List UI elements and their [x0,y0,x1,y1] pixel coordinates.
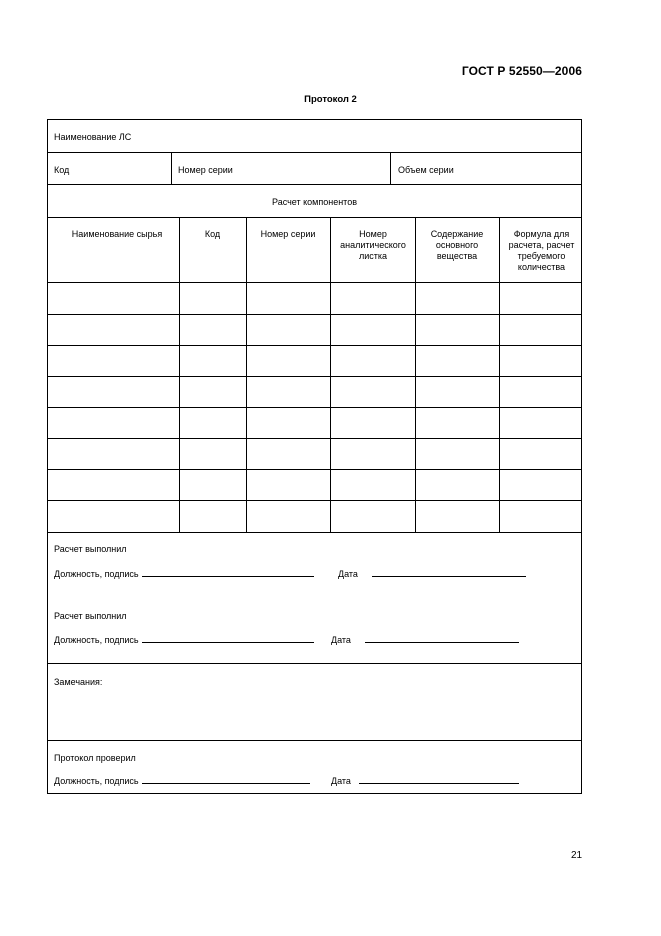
section-title: Расчет компонентов [272,197,357,207]
row-divider [48,152,581,153]
table-column-divider [179,217,180,532]
signature-block-title: Расчет выполнил [54,544,127,554]
column-header-main-substance: Содержание основного вещества [430,229,484,261]
column-divider [171,152,172,184]
date-field[interactable] [372,567,526,577]
signature-field[interactable] [142,567,314,577]
position-signature-label: Должность, подпись [54,569,139,579]
signature-line [54,567,314,580]
table-row [48,532,581,533]
table-row [48,314,581,315]
table-column-divider [330,217,331,532]
signature-line [54,774,310,787]
series-number-label: Номер серии [178,165,233,175]
check-title: Протокол проверил [54,753,136,763]
table-row [48,376,581,377]
protocol-form [47,119,582,794]
position-signature-label: Должность, подпись [54,776,139,786]
date-field[interactable] [365,633,519,643]
remarks-label: Замечания: [54,677,103,687]
row-divider [48,217,581,218]
series-volume-label: Объем серии [398,165,454,175]
column-header-analytical-sheet: Номер аналитического листка [340,229,406,261]
signature-block-title: Расчет выполнил [54,611,127,621]
signature-field[interactable] [142,774,310,784]
column-header-code: Код [204,229,221,239]
position-signature-label: Должность, подпись [54,635,139,645]
date-field[interactable] [359,774,519,784]
date-label: Дата [331,635,351,645]
date-line [331,633,519,646]
date-line [331,774,519,787]
code-label: Код [54,165,70,175]
table-row [48,438,581,439]
date-line [338,567,526,580]
table-column-divider [246,217,247,532]
table-row [48,407,581,408]
signature-field[interactable] [142,633,314,643]
table-row [48,345,581,346]
column-header-series-number: Номер серии [260,229,316,239]
document-code: ГОСТ Р 52550—2006 [461,64,582,78]
date-label: Дата [331,776,351,786]
column-header-formula: Формула для расчета, расчет требуемого количества [508,229,575,272]
signature-line [54,633,314,646]
table-row [48,500,581,501]
table-header-bottom [48,282,581,283]
table-column-divider [499,217,500,532]
row-divider [48,184,581,185]
page-number: 21 [571,850,583,861]
section-divider [48,663,581,664]
column-header-raw-material: Наименование сырья [71,229,163,239]
section-divider [48,740,581,741]
date-label: Дата [338,569,358,579]
column-divider [390,152,391,184]
product-name-label: Наименование ЛС [54,132,132,142]
table-row [48,469,581,470]
protocol-title: Протокол 2 [304,94,357,105]
table-column-divider [415,217,416,532]
